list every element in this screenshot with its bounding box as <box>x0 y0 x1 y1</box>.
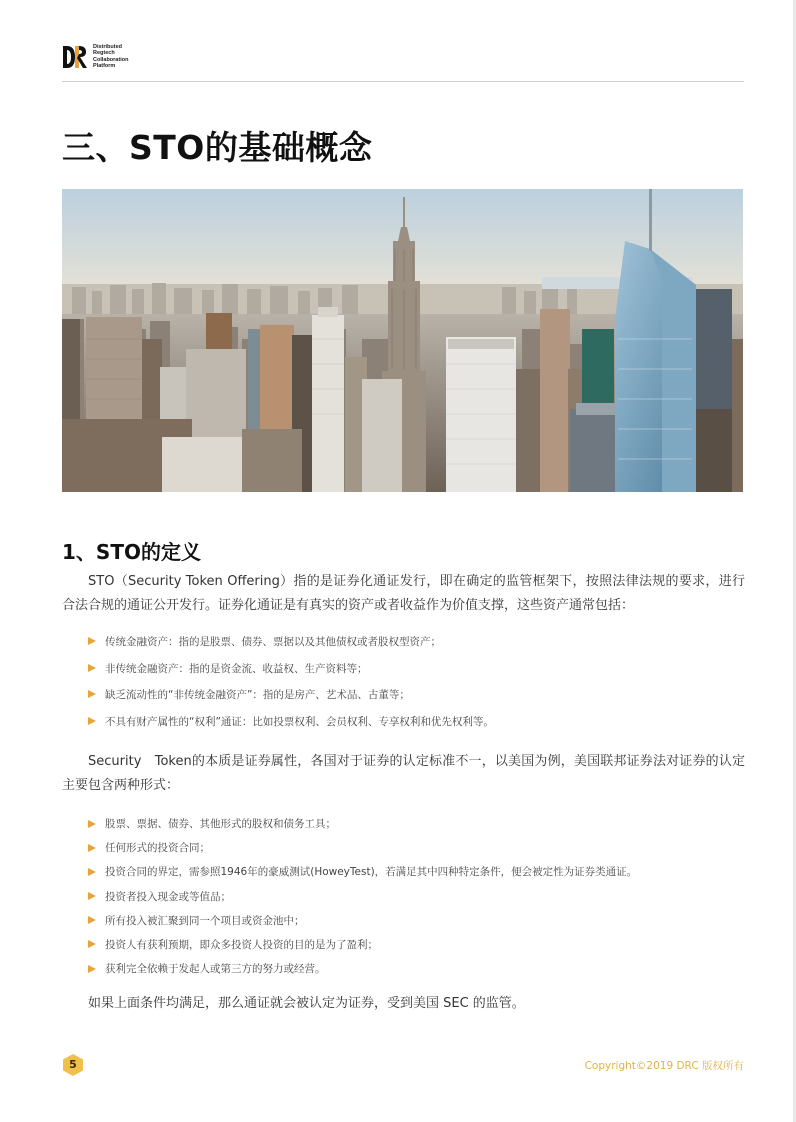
bullet-arrow-icon <box>88 892 96 900</box>
list-item <box>88 632 494 659</box>
list-item-text: 股票、票据、债券、其他形式的股权和债务工具； <box>105 818 336 830</box>
list-item <box>88 839 637 863</box>
paragraph-security-nature: Security Token的本质是证券属性，各国对于证券的认定标准不一，以美国为例，美国联邦证券法对证券的认定主要包含两种形式： <box>62 754 745 793</box>
security-criteria-list <box>88 815 637 984</box>
page-number: 5 <box>69 1058 77 1071</box>
logo-line: Distributed <box>93 44 123 50</box>
list-item-text: 投资合同的界定，需参照1946年的豪威测试(HoweyTest)，若满足其中四种特定条件，便会被定性为证券类通证。 <box>105 866 638 879</box>
bullet-arrow-icon <box>88 916 96 924</box>
list-item <box>88 960 637 984</box>
list-item-text: 投资人有获利预期，即众多投资人投资的目的是为了盈利； <box>105 938 378 951</box>
list-item-text: 所有投入被汇聚到同一个项目或资金池中； <box>105 914 305 927</box>
bullet-arrow-icon <box>88 940 96 948</box>
list-item-text: 任何形式的投资合同； <box>105 842 210 855</box>
list-item <box>88 815 637 839</box>
paragraph-definition: STO（Security Token Offering）指的是证券化通证发行，即在确定的监管框架下，按照法律法规的要求，进行合法合规的通证公开发行。证券化通证是有真实的资产或者收益作为价值支撑，这些资产通常包括： <box>62 574 745 613</box>
bullet-arrow-icon <box>88 820 96 828</box>
list-item <box>88 863 637 887</box>
list-item-text: 不具有财产属性的“权利”通证：比如投票权利、会员权利、专享权利和优先权利等。 <box>105 715 494 728</box>
drc-logo-icon <box>62 44 90 72</box>
list-item <box>88 712 494 739</box>
header-divider <box>62 81 744 82</box>
section-title: 1、STO的定义 <box>62 540 201 564</box>
bullet-arrow-icon <box>88 868 96 876</box>
bullet-arrow-icon <box>88 637 96 645</box>
bullet-arrow-icon <box>88 690 96 698</box>
logo-wordmark <box>93 44 128 69</box>
copyright-text: Copyright©2019 DRC 版权所有 <box>584 1060 744 1072</box>
list-item-text: 非传统金融资产：指的是资金流、收益权、生产资料等； <box>105 662 368 675</box>
list-item-text: 获利完全依赖于发起人或第三方的努力或经营。 <box>105 963 326 976</box>
list-item <box>88 659 494 686</box>
list-item <box>88 936 637 960</box>
list-item-text: 投资者投入现金或等值品； <box>105 890 231 903</box>
page-number-badge <box>61 1053 85 1077</box>
bullet-arrow-icon <box>88 664 96 672</box>
list-item <box>88 912 637 936</box>
bullet-arrow-icon <box>88 844 96 852</box>
list-item-text: 传统金融资产：指的是股票、债券、票据以及其他债权或者股权型资产； <box>105 636 441 648</box>
paragraph-conclusion: 如果上面条件均满足，那么通证就会被认定为证券，受到美国 SEC 的监管。 <box>88 996 525 1011</box>
asset-type-list <box>88 632 494 738</box>
chapter-title: 三、STO的基础概念 <box>62 128 373 167</box>
city-skyline-photo <box>62 189 743 492</box>
bullet-arrow-icon <box>88 717 96 725</box>
page-header <box>62 44 744 84</box>
logo-line: Regtech <box>93 50 115 57</box>
list-item <box>88 888 637 912</box>
bullet-arrow-icon <box>88 965 96 973</box>
logo-line: Platform <box>93 62 116 69</box>
list-item-text: 缺乏流动性的“非传统金融资产”：指的是房产、艺术品、古董等； <box>105 689 410 701</box>
logo-line: Collaboration <box>93 56 129 63</box>
list-item <box>88 685 494 712</box>
drc-logo <box>62 44 128 72</box>
